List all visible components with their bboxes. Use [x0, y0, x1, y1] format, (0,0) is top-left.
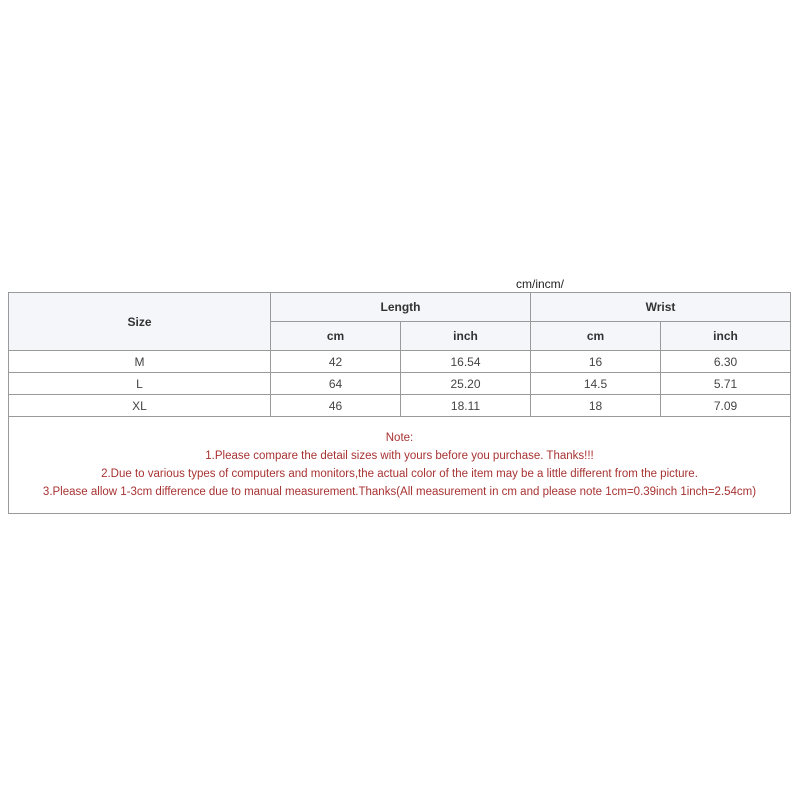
- cell-length-inch: 16.54: [401, 351, 531, 373]
- header-size: Size: [9, 293, 271, 351]
- subheader-length-inch: inch: [401, 322, 531, 351]
- cell-length-cm: 46: [271, 395, 401, 417]
- cell-size: L: [9, 373, 271, 395]
- cell-length-cm: 64: [271, 373, 401, 395]
- cell-length-inch: 18.11: [401, 395, 531, 417]
- header-wrist: Wrist: [531, 293, 791, 322]
- header-row: [9, 293, 791, 322]
- cell-wrist-cm: 16: [531, 351, 661, 373]
- subheader-wrist-inch: inch: [661, 322, 791, 351]
- note-line-2: 2.Due to various types of computers and monitors,the actual color of the item may be a little different from the picture.: [101, 468, 698, 480]
- note-line-3: 3.Please allow 1-3cm difference due to manual measurement.Thanks(All measurement in cm and please note 1cm=0.39inch 1inch=2.54cm): [42, 486, 757, 498]
- table-row: [9, 395, 791, 417]
- subheader-length-cm: cm: [271, 322, 401, 351]
- cell-length-cm: 42: [271, 351, 401, 373]
- notes-cell: [9, 417, 791, 514]
- note-line-1: 1.Please compare the detail sizes with yours before you purchase. Thanks!!!: [205, 450, 594, 462]
- cell-wrist-cm: 18: [531, 395, 661, 417]
- cell-size: M: [9, 351, 271, 373]
- header-length: Length: [271, 293, 531, 322]
- cell-wrist-inch: 7.09: [661, 395, 791, 417]
- size-chart-table: [8, 292, 791, 514]
- cell-length-inch: 25.20: [401, 373, 531, 395]
- cell-size: XL: [9, 395, 271, 417]
- cell-wrist-cm: 14.5: [531, 373, 661, 395]
- note-title: Note:: [385, 432, 414, 444]
- cell-wrist-inch: 5.71: [661, 373, 791, 395]
- subheader-wrist-cm: cm: [531, 322, 661, 351]
- notes-row: [9, 417, 791, 514]
- table-row: [9, 351, 791, 373]
- cell-wrist-inch: 6.30: [661, 351, 791, 373]
- unit-label: cm/incm/: [516, 277, 564, 291]
- table-row: [9, 373, 791, 395]
